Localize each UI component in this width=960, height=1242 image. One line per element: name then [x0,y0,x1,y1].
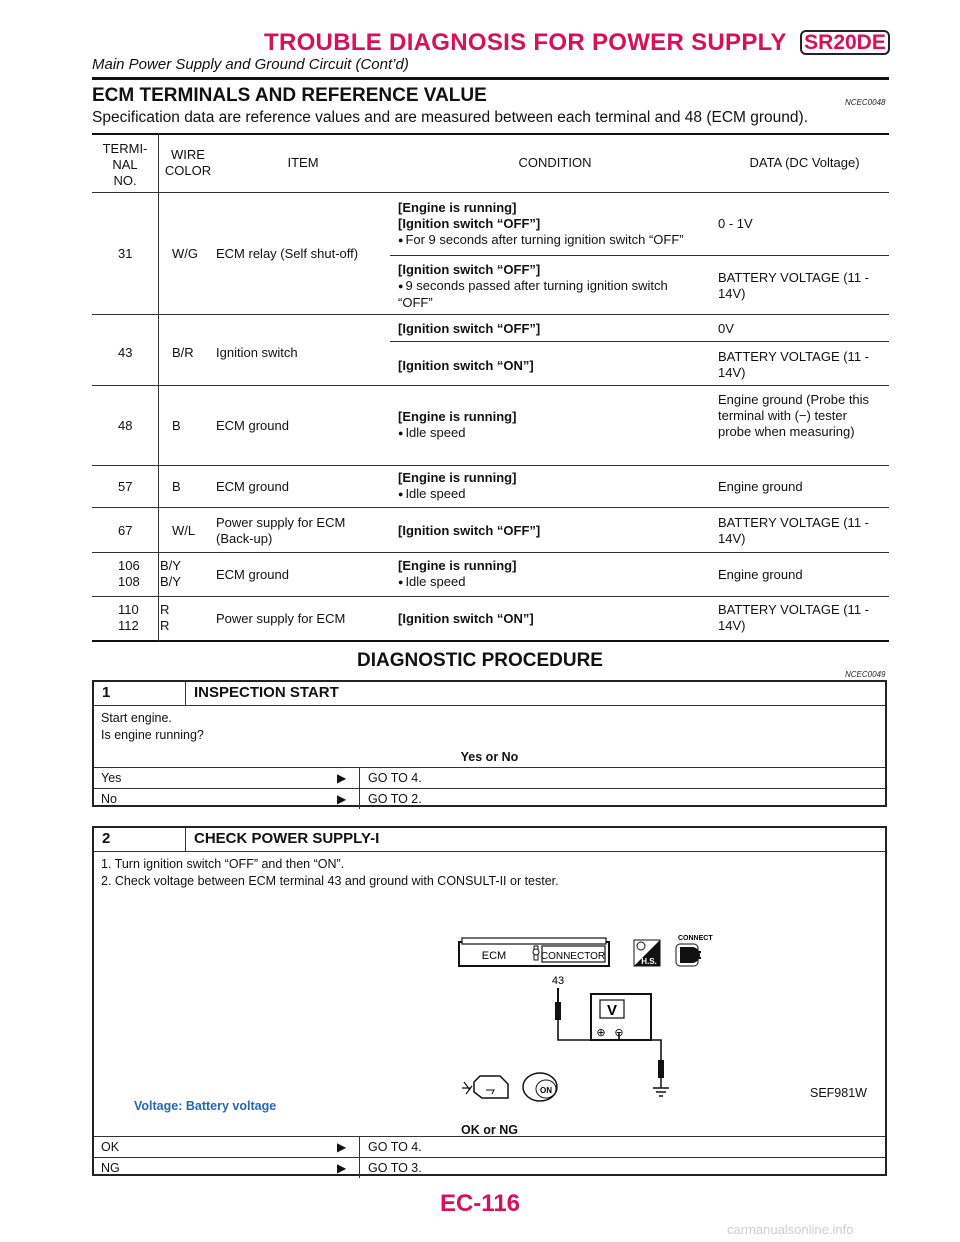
table-header-rule [92,192,889,193]
arrow-right-icon: ▶ [337,771,347,785]
table-subrow-rule [390,255,889,256]
condition-bullet: ● Idle speed [398,574,465,591]
step-header [94,828,885,852]
data-value: 0V [718,321,734,336]
ground-probe-tip [658,1060,664,1078]
outcome-row-yes [94,767,885,788]
probe-tip [555,1002,561,1020]
step-question: OK or NG [461,1123,518,1137]
table-top-rule [92,133,889,135]
col-header-condition: CONDITION [518,155,592,170]
step-body [94,852,885,1136]
condition-text: [Ignition switch “ON”] [398,358,534,373]
connect-label: CONNECT [678,935,713,942]
data-value: Engine ground (Probe this terminal with (−) tester probe when measuring) [718,392,870,439]
table-row-rule [92,465,889,466]
minus-terminal-icon: ⊖ [614,1026,624,1039]
wire-color: R R [160,602,170,633]
condition-text: [Ignition switch “ON”] [398,611,534,626]
table-column-rule [158,133,159,642]
page-header-subtitle: Main Power Supply and Ground Circuit (Cont’d) [92,56,409,73]
item-name: ECM relay (Self shut-off) [216,246,359,261]
condition-text: [Engine is running] [398,558,517,573]
watermark: carmanualsonline.info [727,1222,854,1237]
table-row-rule [92,385,889,386]
step-instruction: 2. Check voltage between ECM terminal 43 and ground with CONSULT-II or tester. [101,874,559,888]
terminal-number: 31 [118,246,133,261]
page-header-title: TROUBLE DIAGNOSIS FOR POWER SUPPLY [264,29,787,56]
condition-text: [Ignition switch “OFF”] [398,262,541,277]
diag-step-2 [92,826,887,1176]
voltage-spec: Voltage: Battery voltage [134,1099,277,1113]
figure-code: SEF981W [810,1086,867,1100]
item-name: ECM ground [216,479,289,494]
outcome-row-ok [94,1136,885,1157]
step-title: CHECK POWER SUPPLY-I [194,830,380,847]
voltage-check-diagram [364,932,864,1122]
terminal-label: 43 [551,975,565,987]
plus-terminal-icon: ⊕ [596,1026,606,1039]
condition-bullet: ● Idle speed [398,486,465,503]
page-number: EC-116 [439,1190,521,1217]
item-name: ECM ground [216,567,289,582]
terminal-number: 43 [118,345,133,360]
header-divider [92,77,889,80]
item-name: Power supply for ECM [216,611,346,626]
voltmeter-label: V [606,1002,618,1019]
connector-pin [533,949,539,955]
ignition-on-label: ON [540,1086,552,1095]
step-number: 2 [94,828,186,851]
diag-section-title: DIAGNOSTIC PROCEDURE [357,650,603,671]
table-row-rule [92,596,889,597]
ground-icon [653,1078,669,1096]
hs-label: H.S. [641,957,657,966]
condition-text: [Engine is running] [398,470,517,485]
ecm-section-title: ECM TERMINALS AND REFERENCE VALUE [92,85,487,106]
col-header-terminal: TERMI- NAL NO. [102,141,148,188]
step-question: Yes or No [460,750,519,764]
engine-icon [474,1076,508,1098]
wire-color: W/L [172,523,196,538]
wire-color: B/Y B/Y [160,558,181,589]
ecm-terminal-table [92,133,889,642]
step-title: INSPECTION START [194,684,339,701]
step-body [94,706,885,767]
data-value: BATTERY VOLTAGE (11 - 14V) [718,515,869,546]
col-header-wire-color: WIRE COLOR [164,147,212,178]
outcome-label: NG [101,1161,120,1175]
arrow-right-icon: ▶ [337,792,347,806]
outcome-label: No [101,792,117,806]
item-name: ECM ground [216,418,289,433]
wire-color: W/G [172,246,198,261]
item-name: Ignition switch [216,345,298,360]
wire-color: B [172,479,181,494]
data-value: Engine ground [718,567,803,582]
data-value: BATTERY VOLTAGE (11 - 14V) [718,602,869,633]
outcome-action: GO TO 4. [359,768,422,788]
condition-text: [Ignition switch “OFF”] [398,321,541,336]
step-number: 1 [94,682,186,705]
step-instruction: 1. Turn ignition switch “OFF” and then “ON”. [101,857,345,871]
connector-label: CONNECTOR [540,951,606,962]
col-header-data: DATA (DC Voltage) [749,155,860,170]
wire-color: B/R [172,345,194,360]
item-name: Power supply for ECM (Back-up) [216,515,346,546]
step-header [94,682,885,706]
condition-bullet: ● 9 seconds passed after turning ignition switch “OFF” [398,278,698,311]
terminal-number: 110 112 [118,602,139,633]
ecm-connector-rail [462,938,606,944]
outcome-action: GO TO 2. [359,789,422,809]
data-value: BATTERY VOLTAGE (11 - 14V) [718,270,869,301]
ecm-section-code: NCEC0048 [845,98,886,107]
condition-text: [Ignition switch “OFF”] [398,523,541,538]
engine-off-marks [462,1082,472,1094]
condition-bullet: ● For 9 seconds after turning ignition switch “OFF” [398,232,684,249]
terminal-number: 48 [118,418,133,433]
table-row-rule [92,552,889,553]
outcome-row-no [94,788,885,809]
data-value: BATTERY VOLTAGE (11 - 14V) [718,349,869,380]
outcome-action: GO TO 4. [359,1137,422,1157]
table-row-rule [92,314,889,315]
outcome-label: Yes [101,771,122,785]
terminal-number: 106 108 [118,558,140,589]
col-header-item: ITEM [287,155,319,170]
step-instruction: Start engine. [101,711,172,725]
diag-section-code: NCEC0049 [845,670,886,679]
table-row-rule [92,507,889,508]
diag-step-1 [92,680,887,807]
condition-text: [Engine is running] [Ignition switch “OFF”] [398,200,541,231]
terminal-number: 67 [118,523,133,538]
data-value: Engine ground [718,479,803,494]
arrow-right-icon: ▶ [337,1161,347,1175]
data-value: 0 - 1V [718,216,753,231]
ecm-label: ECM [481,950,507,962]
outcome-row-ng [94,1157,885,1178]
wire-color: B [172,418,181,433]
table-subrow-rule [390,341,889,342]
step-instruction: Is engine running? [101,728,204,742]
outcome-action: GO TO 3. [359,1158,422,1178]
condition-bullet: ● Idle speed [398,425,465,442]
condition-text: [Engine is running] [398,409,517,424]
arrow-right-icon: ▶ [337,1140,347,1154]
table-bottom-rule [92,640,889,642]
outcome-label: OK [101,1140,120,1154]
terminal-number: 57 [118,479,133,494]
engine-badge: SR20DE [800,30,890,55]
connect-plug-icon [680,947,700,963]
ecm-section-description: Specification data are reference values and are measured between each terminal and 48 (ECM ground). [92,109,808,126]
